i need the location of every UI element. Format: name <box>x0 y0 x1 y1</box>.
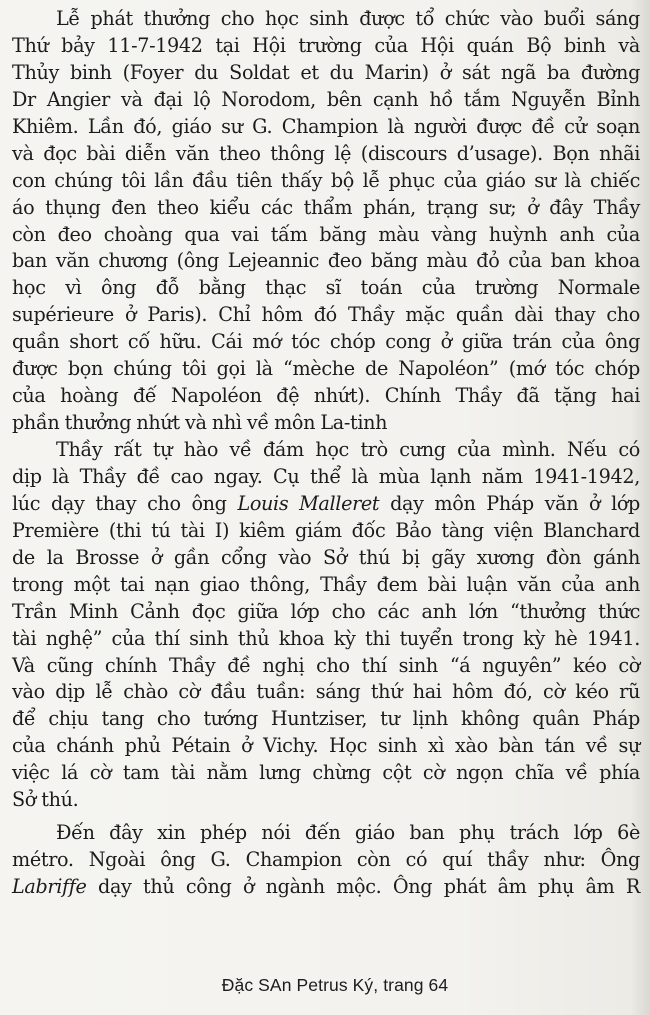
paragraph-proud-teacher <box>12 437 640 814</box>
text-line: để chịu tang cho tướng Huntziser, tư lịnh không quân Pháp <box>12 707 640 731</box>
text-line: của chánh phủ Pétain ở Vichy. Học sinh xì xào bàn tán về sự <box>12 734 640 758</box>
italic-name: Labriffe <box>12 875 87 898</box>
text-line: và đọc bài diễn văn theo thông lệ (discours d’usage). Bọn nhãi <box>12 141 640 165</box>
text-line: vào dịp lễ chào cờ đầu tuần: sáng thứ hai hôm đó, cờ kéo rũ <box>12 680 640 704</box>
text-line: supérieure ở Paris). Chỉ hôm đó Thầy mặc quần dài thay cho <box>12 303 640 327</box>
text-line: của hoàng đế Napoléon đệ nhứt). Chính Thầy đã tặng hai <box>12 384 640 408</box>
text-line: con chúng tôi lần đầu tiên thấy bộ lễ phục của giáo sư là chiếc <box>12 168 640 192</box>
text-line: áo thụng đen theo kiểu các thẩm phán, trạng sư; ở đây Thầy <box>12 195 640 219</box>
text-line: de la Brosse ở gần cổng vào Sở thú bị gãy xương đòn gánh <box>12 545 640 569</box>
body-text <box>12 6 640 901</box>
text-line: Sở thú. <box>12 788 79 812</box>
text-line: dịp là Thầy đề cao ngay. Cụ thể là mùa lạnh năm 1941-1942, <box>12 464 640 488</box>
text-line: Première (thi tú tài I) kiêm giám đốc Bảo tàng viện Blanchard <box>12 518 640 542</box>
text-line: còn đeo choàng qua vai tấm băng màu vàng huỳnh anh của <box>12 222 640 246</box>
text-line: Dr Angier và đại lộ Norodom, bên cạnh hồ tắm Nguyễn Bỉnh <box>12 87 640 111</box>
italic-name: Louis Malleret <box>237 491 380 515</box>
text-line: Thứ bảy 11-7-1942 tại Hội trường của Hội quán Bộ binh và <box>12 33 640 57</box>
text-line: được bọn chúng tôi gọi là “mèche de Napoléon” (mớ tóc chóp <box>12 357 640 381</box>
text-segment: lúc dạy thay cho ông <box>12 491 227 515</box>
text-line: học vì ông đỗ bằng thạc sĩ toán của trường Normale <box>12 276 640 300</box>
footer-text: Đặc SAn Petrus Ký, trang 64 <box>221 975 449 995</box>
text-line: quần short cố hữu. Cái mớ tóc chóp cong ở giữa trán của ông <box>12 330 640 354</box>
text-line: tài nghệ” của thí sinh thủ khoa kỳ thi tuyển trong kỳ hè 1941. <box>12 626 640 650</box>
text-line: phần thưởng nhứt và nhì về môn La-tinh <box>12 411 388 435</box>
paragraph-award-ceremony <box>12 6 640 437</box>
paragraph-teaching-staff <box>12 820 640 901</box>
text-line: métro. Ngoài ông G. Champion còn có quí thầy như: Ông <box>12 848 640 872</box>
text-line-mixed <box>12 491 640 518</box>
page-footer <box>0 975 650 996</box>
text-line: trong một tai nạn giao thông, Thầy đem bài luận văn của anh <box>12 572 640 596</box>
text-line: ban văn chương (ông Lejeannic đeo băng màu đỏ của ban khoa <box>12 249 640 273</box>
text-line: Trần Minh Cảnh đọc giữa lớp cho các anh lớn “thưởng thức <box>12 599 640 623</box>
text-segment: dạy môn Pháp văn ở lớp <box>390 491 640 515</box>
text-line: Và cũng chính Thầy đề nghị cho thí sinh “á nguyên” kéo cờ <box>12 653 640 677</box>
text-segment: dạy thủ công ở ngành mộc. Ông phát âm phụ âm R <box>98 875 640 898</box>
text-line: Thầy rất tự hào về đám học trò cưng của mình. Nếu có <box>56 438 640 461</box>
text-line: Đến đây xin phép nói đến giáo ban phụ trách lớp 6è <box>56 821 640 845</box>
text-line: Lễ phát thưởng cho học sinh được tổ chức vào buổi sáng <box>56 7 640 30</box>
text-line: việc lá cờ tam tài nằm lưng chừng cột cờ ngọn chĩa về phía <box>12 761 640 785</box>
text-line-mixed <box>12 874 640 901</box>
text-line: Thủy binh (Foyer du Soldat et du Marin) ở sát ngã ba đường <box>12 60 640 84</box>
text-line: Khiêm. Lần đó, giáo sư G. Champion là người được đề cử soạn <box>12 114 640 138</box>
